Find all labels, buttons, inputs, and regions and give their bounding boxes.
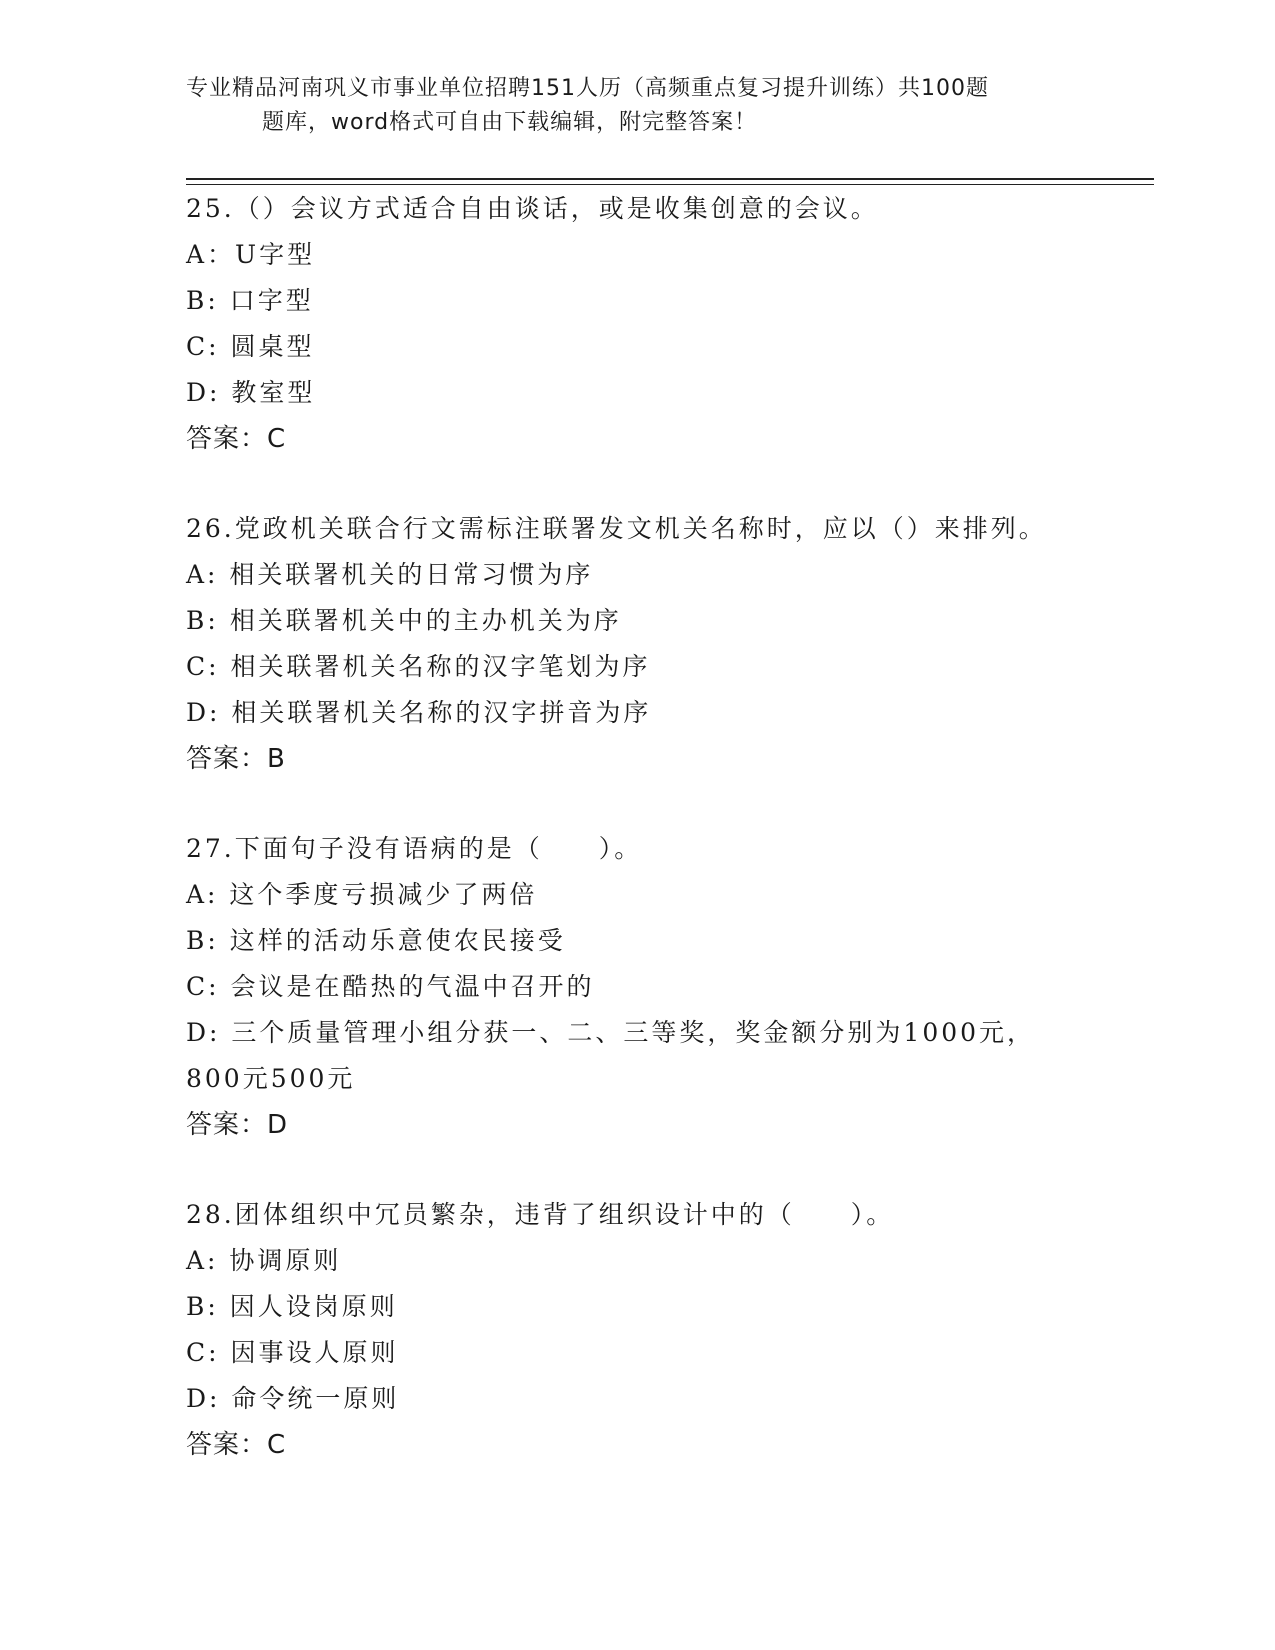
option-b: B: 这样的活动乐意使农民接受: [186, 926, 566, 955]
option-c: C: 因事设人原则: [186, 1338, 399, 1367]
question-27: [186, 826, 1086, 1148]
header-divider-thin: [186, 184, 1154, 185]
question-stem: 26.党政机关联合行文需标注联署发文机关名称时，应以（）来排列。: [186, 514, 1047, 543]
option-b: B: 口字型: [186, 286, 314, 315]
answer-line: 答案：C: [186, 424, 287, 454]
option-b: B: 相关联署机关中的主办机关为序: [186, 606, 622, 635]
option-a: A: 这个季度亏损减少了两倍: [186, 880, 538, 909]
option-c: C: 会议是在酷热的气温中召开的: [186, 972, 595, 1001]
question-stem: 25.（）会议方式适合自由谈话，或是收集创意的会议。: [186, 194, 879, 223]
option-a: A: 相关联署机关的日常习惯为序: [186, 560, 594, 589]
header-title-line-2: 题库，word格式可自由下载编辑，附完整答案！: [262, 110, 758, 135]
option-a: A: 协调原则: [186, 1246, 342, 1275]
option-d-continuation: 800元500元: [186, 1064, 356, 1093]
header-title-line-1: 专业精品河南巩义市事业单位招聘151人历（高频重点复习提升训练）共100题: [186, 76, 989, 101]
option-d: D: 教室型: [186, 378, 316, 407]
option-c: C: 圆桌型: [186, 332, 315, 361]
question-25: [186, 186, 1086, 462]
option-b: B: 因人设岗原则: [186, 1292, 398, 1321]
option-d: D: 三个质量管理小组分获一、二、三等奖，奖金额分别为1000元，: [186, 1018, 1036, 1047]
option-d: D: 相关联署机关名称的汉字拼音为序: [186, 698, 652, 727]
question-26: [186, 506, 1086, 782]
question-stem: 28.团体组织中冗员繁杂，违背了组织设计中的（ ）。: [186, 1200, 895, 1229]
header-divider-thick: [186, 178, 1154, 180]
option-a: A：U字型: [186, 240, 316, 269]
answer-line: 答案：B: [186, 744, 286, 774]
question-28: [186, 1192, 1086, 1468]
question-list: [186, 186, 1086, 1512]
document-header: [186, 72, 1066, 140]
answer-line: 答案：C: [186, 1430, 287, 1460]
option-c: C: 相关联署机关名称的汉字笔划为序: [186, 652, 651, 681]
answer-line: 答案：D: [186, 1110, 289, 1140]
question-stem: 27.下面句子没有语病的是（ ）。: [186, 834, 643, 863]
option-d: D: 命令统一原则: [186, 1384, 400, 1413]
